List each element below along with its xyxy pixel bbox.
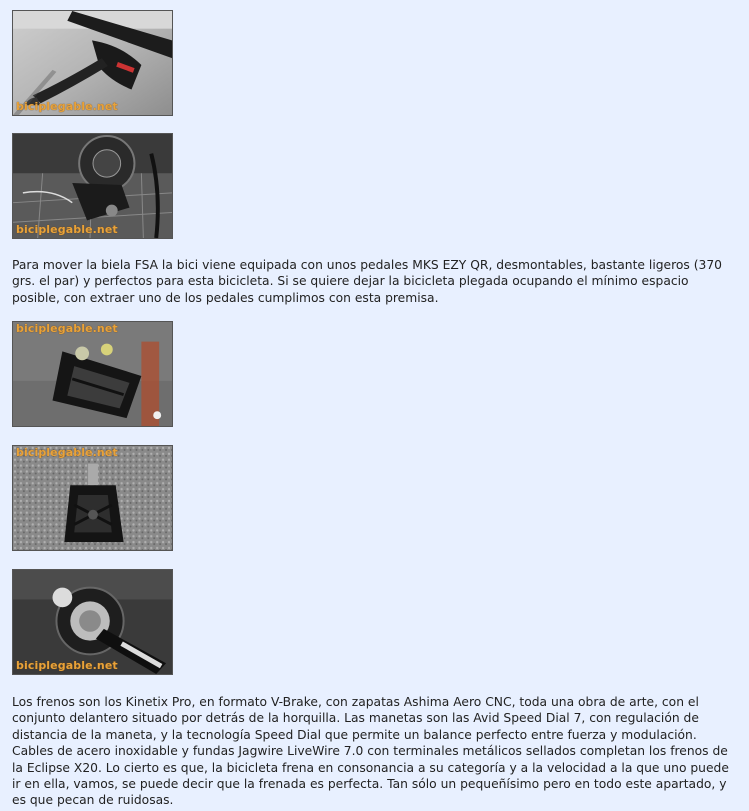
pedals-paragraph: Para mover la biela FSA la bici viene equipada con unos pedales MKS EZY QR, desmontables, bastante ligeros (370 grs. el par) y perfectos para esta bicicleta. Si se quiere dejar la bicicleta plegada ocupando el mínimo espacio posible, con extraer uno de los pedales cumplimos con esta premisa. <box>12 258 722 305</box>
brake-lever-photo <box>12 10 173 116</box>
photo-watermark: biciplegable.net <box>16 446 118 459</box>
crankset-photo <box>12 569 173 675</box>
photo-watermark: biciplegable.net <box>16 659 118 672</box>
photo-watermark: biciplegable.net <box>16 100 118 113</box>
rear-derailleur-photo <box>12 133 173 239</box>
pedal-folded-photo <box>12 321 173 427</box>
pedal-top-photo <box>12 445 173 551</box>
photo-watermark: biciplegable.net <box>16 223 118 236</box>
photo-watermark: biciplegable.net <box>16 322 118 335</box>
brakes-paragraph: Los frenos son los Kinetix Pro, en formato V-Brake, con zapatas Ashima Aero CNC, toda una obra de arte, con el conjunto delantero situado por detrás de la horquilla. Las manetas son las Avid Speed Dial 7, con regulación de distancia de la maneta, y la tecnología Speed Dial que permite un balance perfecto entre fuerza y modulación. Cables de acero inoxidable y fundas Jagwire LiveWire 7.0 con terminales metálicos sellados completan los frenos de la Eclipse X20. Lo cierto es que, la bicicleta frena en consonancia a su categoría y a la velocidad a la que uno puede ir en ella, vamos, se puede decir que la frenada es perfecta. Tan sólo un pequeñísimo pero en todo este apartado, y es que pecan de ruidosas. <box>12 695 729 808</box>
